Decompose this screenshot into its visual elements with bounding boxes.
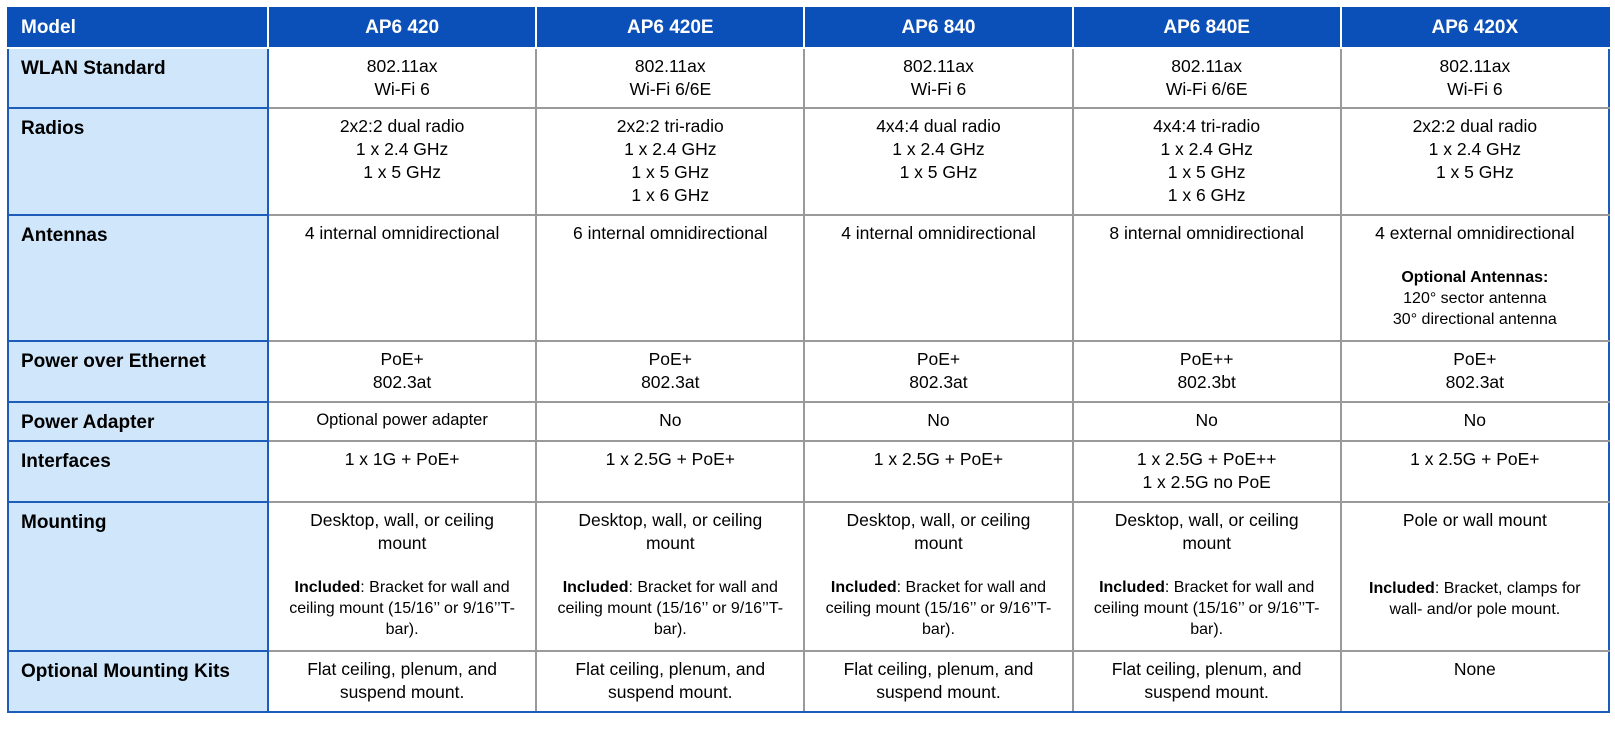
cell-line: PoE+ xyxy=(380,349,424,369)
cell-interfaces-ap6-420e xyxy=(536,441,804,502)
cell-wlan-ap6-420e xyxy=(536,48,804,108)
cell-poe-ap6-840 xyxy=(804,341,1072,402)
cell-poe-ap6-840e xyxy=(1073,341,1341,402)
cell-line: Wi-Fi 6 xyxy=(1447,79,1503,99)
spacer xyxy=(547,555,793,577)
cell-line: 802.11ax xyxy=(1439,56,1511,76)
cell-line: 4 internal omnidirectional xyxy=(304,223,500,243)
cell-line: 802.11ax xyxy=(1171,56,1243,76)
cell-wlan-ap6-840 xyxy=(804,48,1072,108)
cell-line: Flat ceiling, plenum, and suspend mount. xyxy=(307,659,497,702)
header-model-label: Model xyxy=(8,8,268,48)
cell-power-adapter-ap6-420 xyxy=(268,402,536,441)
cell-line: 802.3at xyxy=(641,372,700,392)
cell-line: 2x2:2 tri-radio xyxy=(616,116,724,136)
header-model-ap6-420e: AP6 420E xyxy=(536,8,804,48)
row-power-over-ethernet xyxy=(8,341,1609,402)
cell-mounting-ap6-840e xyxy=(1073,502,1341,651)
cell-line: 1 x 6 GHz xyxy=(631,185,710,205)
spacer xyxy=(279,555,525,577)
cell-line: 4 external omnidirectional xyxy=(1375,223,1575,243)
row-label-radios: Radios xyxy=(8,108,268,215)
optional-antenna-item: 120° sector antenna xyxy=(1403,290,1547,307)
cell-line: 1 x 2.5G + PoE++ xyxy=(1136,449,1277,469)
row-label-power-over-ethernet: Power over Ethernet xyxy=(8,341,268,402)
row-power-adapter xyxy=(8,402,1609,441)
spacer xyxy=(1352,532,1598,578)
spacer xyxy=(1352,245,1598,267)
cell-line: None xyxy=(1453,659,1496,679)
included-label: Included xyxy=(294,579,361,596)
cell-radios-ap6-420e xyxy=(536,108,804,215)
cell-line: 1 x 6 GHz xyxy=(1167,185,1246,205)
optional-antennas-title: Optional Antennas: xyxy=(1401,269,1549,286)
cell-line: 4x4:4 dual radio xyxy=(876,116,1001,136)
spacer xyxy=(815,555,1061,577)
cell-power-adapter-ap6-840 xyxy=(804,402,1072,441)
cell-line: 802.3at xyxy=(1445,372,1505,392)
row-label-optional-mounting-kits: Optional Mounting Kits xyxy=(8,651,268,712)
included-text: : Bracket for wall and ceiling mount (15/16’’ or 9/16’’T-bar). xyxy=(1093,579,1320,638)
header-model-ap6-840: AP6 840 xyxy=(804,8,1072,48)
cell-line: No xyxy=(1195,410,1218,430)
optional-antenna-item: 30° directional antenna xyxy=(1392,311,1557,328)
cell-power-adapter-ap6-840e xyxy=(1073,402,1341,441)
cell-radios-ap6-840e xyxy=(1073,108,1341,215)
row-wlan-standard xyxy=(8,48,1609,108)
cell-interfaces-ap6-420 xyxy=(268,441,536,502)
cell-line: PoE+ xyxy=(648,349,692,369)
cell-line: Optional power adapter xyxy=(316,411,488,429)
cell-line: 1 x 2.5G + PoE+ xyxy=(605,449,735,469)
cell-line: Flat ceiling, plenum, and suspend mount. xyxy=(575,659,766,702)
cell-power-adapter-ap6-420x xyxy=(1341,402,1609,441)
cell-kits-ap6-840e xyxy=(1073,651,1341,712)
cell-line: 802.3bt xyxy=(1177,372,1236,392)
spec-comparison-table xyxy=(7,7,1610,713)
cell-line: 1 x 2.5G + PoE+ xyxy=(1410,449,1540,469)
cell-line: 1 x 2.4 GHz xyxy=(1428,139,1522,159)
cell-mounting-ap6-840 xyxy=(804,502,1072,651)
cell-line: PoE++ xyxy=(1179,349,1234,369)
cell-wlan-ap6-420 xyxy=(268,48,536,108)
mounting-main: Desktop, wall, or ceiling mount xyxy=(310,510,494,553)
cell-line: 6 internal omnidirectional xyxy=(573,223,768,243)
included-text: : Bracket for wall and ceiling mount (15/16’’ or 9/16’’T-bar). xyxy=(825,579,1052,638)
cell-line: 1 x 5 GHz xyxy=(899,162,978,182)
cell-line: 1 x 1G + PoE+ xyxy=(344,449,460,469)
cell-line: 802.3at xyxy=(372,372,432,392)
included-label: Included xyxy=(562,579,629,596)
included-label: Included xyxy=(1099,579,1165,596)
header-model-ap6-420: AP6 420 xyxy=(268,8,536,48)
cell-line: Flat ceiling, plenum, and suspend mount. xyxy=(1111,659,1302,702)
cell-line: PoE+ xyxy=(1453,349,1497,369)
spec-table-wrapper xyxy=(7,7,1610,713)
cell-line: 2x2:2 dual radio xyxy=(339,116,465,136)
cell-line: 1 x 2.5G no PoE xyxy=(1142,472,1271,492)
cell-line: 4 internal omnidirectional xyxy=(841,223,1036,243)
cell-kits-ap6-420e xyxy=(536,651,804,712)
included-label: Included xyxy=(830,579,897,596)
mounting-main: Desktop, wall, or ceiling mount xyxy=(846,510,1031,553)
cell-line: 1 x 2.4 GHz xyxy=(355,139,449,159)
cell-line: PoE+ xyxy=(916,349,961,369)
cell-line: 802.11ax xyxy=(903,56,974,76)
cell-line: No xyxy=(1463,410,1487,430)
cell-line: 1 x 2.4 GHz xyxy=(624,139,717,159)
row-optional-mounting-kits xyxy=(8,651,1609,712)
header-row xyxy=(8,8,1609,48)
cell-kits-ap6-840 xyxy=(804,651,1072,712)
cell-poe-ap6-420e xyxy=(536,341,804,402)
cell-line: 802.3at xyxy=(909,372,968,392)
cell-poe-ap6-420 xyxy=(268,341,536,402)
row-mounting xyxy=(8,502,1609,651)
cell-wlan-ap6-420x xyxy=(1341,48,1609,108)
cell-poe-ap6-420x xyxy=(1341,341,1609,402)
row-label-interfaces: Interfaces xyxy=(8,441,268,502)
cell-line: 802.11ax xyxy=(634,56,706,76)
cell-line: Wi-Fi 6 xyxy=(910,79,967,99)
row-label-mounting: Mounting xyxy=(8,502,268,651)
row-interfaces xyxy=(8,441,1609,502)
included-label: Included xyxy=(1369,580,1435,597)
cell-antennas-ap6-840 xyxy=(804,215,1072,341)
cell-interfaces-ap6-420x xyxy=(1341,441,1609,502)
cell-line: 4x4:4 tri-radio xyxy=(1153,116,1261,136)
cell-line: 1 x 2.5G + PoE+ xyxy=(873,449,1004,469)
mounting-included xyxy=(279,577,525,640)
cell-line: 802.11ax xyxy=(366,56,438,76)
cell-line: 1 x 5 GHz xyxy=(1435,162,1514,182)
cell-antennas-ap6-420e xyxy=(536,215,804,341)
cell-line: 1 x 5 GHz xyxy=(631,162,710,182)
cell-line: No xyxy=(659,410,682,430)
mounting-included xyxy=(547,577,793,640)
cell-interfaces-ap6-840 xyxy=(804,441,1072,502)
cell-mounting-ap6-420 xyxy=(268,502,536,651)
cell-kits-ap6-420 xyxy=(268,651,536,712)
cell-radios-ap6-840 xyxy=(804,108,1072,215)
cell-radios-ap6-420 xyxy=(268,108,536,215)
cell-radios-ap6-420x xyxy=(1341,108,1609,215)
cell-line: Wi-Fi 6/6E xyxy=(1165,79,1248,99)
header-model-ap6-420x: AP6 420X xyxy=(1341,8,1609,48)
cell-line: 8 internal omnidirectional xyxy=(1109,223,1304,243)
cell-interfaces-ap6-840e xyxy=(1073,441,1341,502)
header-model-ap6-840e: AP6 840E xyxy=(1073,8,1341,48)
cell-mounting-ap6-420e xyxy=(536,502,804,651)
row-label-wlan-standard: WLAN Standard xyxy=(8,48,268,108)
included-text: : Bracket for wall and ceiling mount (15/16’’ or 9/16’’T-bar). xyxy=(557,579,784,638)
mounting-included xyxy=(1084,577,1330,640)
mounting-included xyxy=(1352,578,1598,620)
row-radios xyxy=(8,108,1609,215)
mounting-included xyxy=(815,577,1061,640)
mounting-main: Desktop, wall, or ceiling mount xyxy=(578,510,763,553)
row-antennas xyxy=(8,215,1609,341)
cell-antennas-ap6-420 xyxy=(268,215,536,341)
cell-line: No xyxy=(927,410,950,430)
cell-line: Flat ceiling, plenum, and suspend mount. xyxy=(843,659,1034,702)
cell-line: Wi-Fi 6 xyxy=(374,79,430,99)
cell-line: 1 x 5 GHz xyxy=(1167,162,1246,182)
cell-line: 1 x 5 GHz xyxy=(363,162,441,182)
included-text: : Bracket, clamps for wall- and/or pole mount. xyxy=(1389,580,1581,618)
cell-line: Wi-Fi 6/6E xyxy=(629,79,712,99)
cell-wlan-ap6-840e xyxy=(1073,48,1341,108)
cell-line: 2x2:2 dual radio xyxy=(1412,116,1538,136)
row-label-power-adapter: Power Adapter xyxy=(8,402,268,441)
cell-mounting-ap6-420x xyxy=(1341,502,1609,651)
mounting-main: Pole or wall mount xyxy=(1402,510,1547,530)
cell-kits-ap6-420x xyxy=(1341,651,1609,712)
included-text: : Bracket for wall and ceiling mount (15/16’’ or 9/16’’T-bar). xyxy=(289,579,515,638)
cell-line: 1 x 2.4 GHz xyxy=(1160,139,1253,159)
cell-line: 1 x 2.4 GHz xyxy=(892,139,985,159)
mounting-main: Desktop, wall, or ceiling mount xyxy=(1114,510,1299,553)
row-label-antennas: Antennas xyxy=(8,215,268,341)
spacer xyxy=(1084,555,1330,577)
cell-power-adapter-ap6-420e xyxy=(536,402,804,441)
cell-antennas-ap6-840e xyxy=(1073,215,1341,341)
cell-antennas-ap6-420x xyxy=(1341,215,1609,341)
